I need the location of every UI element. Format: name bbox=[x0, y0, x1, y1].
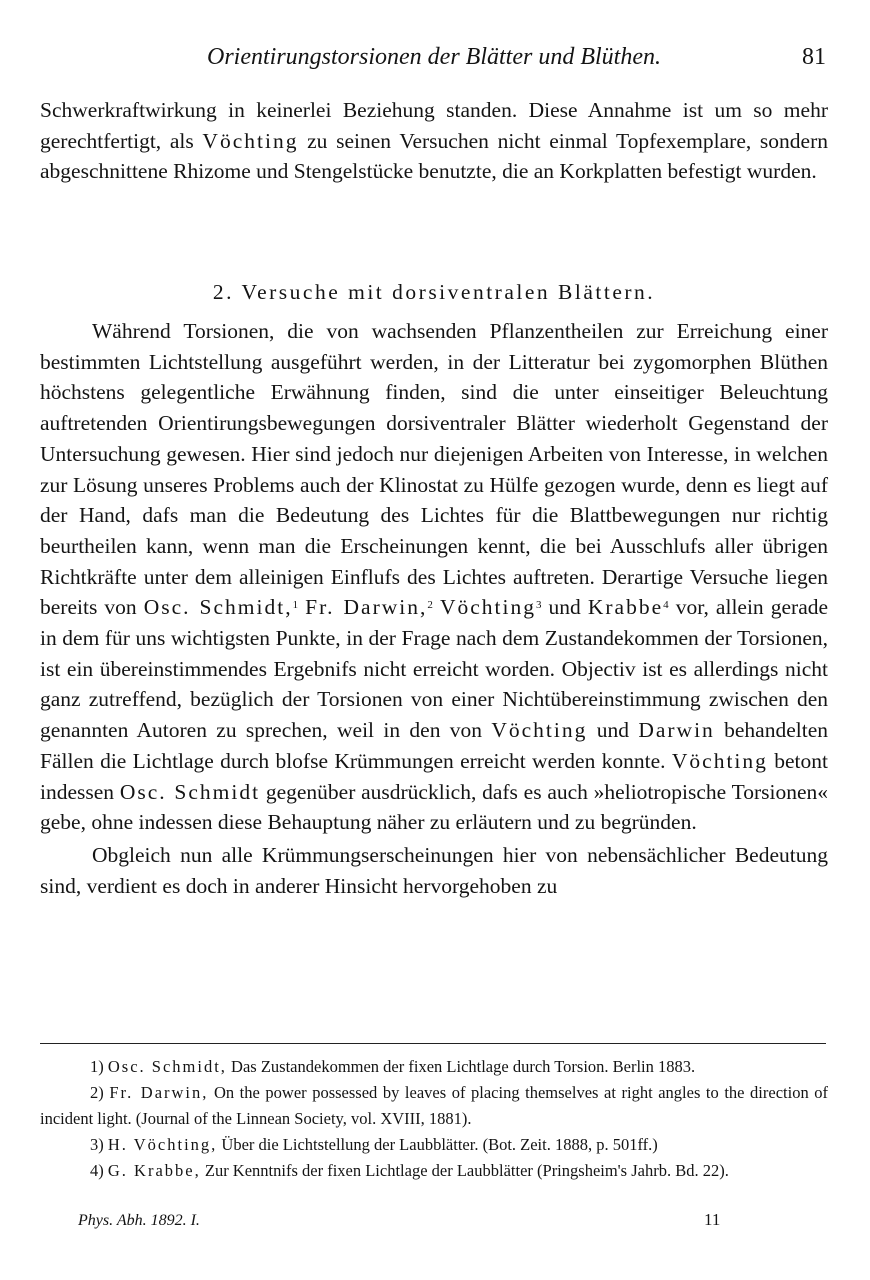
footnote-text: On the power possessed by leaves of placing themselves at right angles to the direction of incident light. (Journal of the Linnean Society, vol. XVIII, 1881). bbox=[40, 1083, 828, 1128]
paragraph-continuation bbox=[40, 95, 828, 187]
page-number: 81 bbox=[802, 44, 826, 70]
author-name: Osc. Schmidt, bbox=[143, 595, 293, 620]
text-run bbox=[433, 595, 440, 619]
text-run: und bbox=[587, 718, 639, 743]
text-run: und bbox=[541, 595, 588, 620]
text-run: Während Torsionen, die von wachsenden Pflanzentheilen zur Erreichung einer bestimmten Lichtstellung ausgeführt werden, in der Litteratur bei zygomorphen Blüthen höchstens gelegentliche Erwähnung finden, sind die unter einseitiger Beleuchtung auftretenden Orientirungsbewegungen dorsiventraler Blätter wiederholt Gegenstand der Untersuchung gewesen. Hier sind jedoch nur diejenigen Arbeiten von Interesse, in welchen zur Lösung unseres Problems auch der Klinostat zu Hülfe gezogen wurde, denn es liegt auf der Hand, dafs man die Bedeutung des Lichtes für die Blattbewegungen nur richtig beurtheilen kann, wenn man die Erscheinungen kennt, die bei Ausschlufs aller übrigen Richtkräfte unter dem alleinigen Einflufs des Lichtes auftreten. Derartige Versuche liegen bereits von bbox=[40, 319, 828, 620]
text-run: vor, allein gerade in dem für uns wichtigsten Punkte, in der Frage nach dem Zustandekommen der Torsionen, ist ein übereinstimmendes Ergebnifs nicht erreicht worden. Objectiv ist es allerdings nicht ganz zutreffend, bezüglich der Torsionen von einer Nichtübereinstimmung zwischen den genannten Autoren zu sprechen, weil in den von bbox=[40, 595, 829, 743]
section-heading: 2. Versuche mit dorsiventralen Blättern. bbox=[212, 280, 656, 304]
footnote-mark: 4) bbox=[90, 1161, 104, 1180]
author-name: Vöchting bbox=[671, 748, 768, 773]
footnote bbox=[40, 1054, 828, 1080]
footnote-text: Zur Kenntnifs der fixen Lichtlage der Laubblätter (Pringsheim's Jahrb. Bd. 22). bbox=[200, 1161, 729, 1180]
footnote-mark: 3) bbox=[90, 1135, 104, 1154]
footnote bbox=[40, 1158, 828, 1184]
footnote-author: H. Vöchting, bbox=[107, 1135, 218, 1154]
footnote-ref[interactable]: 3 bbox=[535, 599, 542, 612]
author-name: Vöchting bbox=[202, 128, 299, 153]
body-text bbox=[40, 95, 828, 187]
author-name: Vöchting bbox=[491, 718, 588, 743]
author-name: Osc. Schmidt bbox=[119, 779, 261, 804]
footnote bbox=[40, 1132, 828, 1158]
footnote-author: G. Krabbe, bbox=[107, 1161, 201, 1180]
footnote-rule bbox=[40, 1043, 826, 1044]
footnote-text: Das Zustandekommen der fixen Lichtlage durch Torsion. Berlin 1883. bbox=[226, 1057, 696, 1076]
footnote-text: Über die Lichtstellung der Laubblätter. (Bot. Zeit. 1888, p. 501ff.) bbox=[217, 1135, 658, 1154]
text-run: Schwerkraftwirkung in keinerlei Beziehung standen. Diese Annahme ist um so mehr gerechtfertigt, als bbox=[40, 98, 828, 153]
footnotes bbox=[40, 1054, 828, 1184]
footnote-ref[interactable]: 2 bbox=[427, 599, 433, 612]
footer-publication: Phys. Abh. 1892. I. bbox=[78, 1212, 200, 1229]
paragraph: Obgleich nun alle Krümmungserscheinungen hier von nebensächlicher Bedeutung sind, verdient es doch in anderer Hinsicht hervorgehoben zu bbox=[40, 842, 828, 898]
author-name: Krabbe bbox=[587, 595, 664, 620]
text-run: betont indessen bbox=[40, 748, 828, 804]
footnote-mark: 2) bbox=[90, 1083, 104, 1102]
text-run: zu seinen Versuchen nicht einmal Topfexemplare, sondern abgeschnittene Rhizome und Stengelstücke benutzte, die an Korkplatten befestigt wurden. bbox=[40, 128, 828, 184]
footnote bbox=[40, 1080, 828, 1132]
footnote-mark: 1) bbox=[90, 1057, 104, 1076]
footer-signature: 11 bbox=[704, 1210, 721, 1229]
footnote-author: Osc. Schmidt, bbox=[107, 1057, 227, 1076]
author-name: Vöchting bbox=[439, 595, 536, 620]
text-run: behandelten Fällen die Lichtlage durch blofse Krümmungen erreicht werden konnte. bbox=[40, 718, 828, 773]
footnote-ref[interactable]: 1 bbox=[292, 599, 299, 612]
text-run: gegenüber ausdrücklich, dafs es auch »heliotropische Torsionen« gebe, ohne indessen diese Behauptung näher zu erläutern und zu begründen. bbox=[40, 779, 829, 835]
author-name: Fr. Darwin, bbox=[305, 595, 428, 620]
footnote-author: Fr. Darwin, bbox=[109, 1083, 209, 1102]
author-name: Darwin bbox=[638, 718, 715, 743]
page-header bbox=[40, 44, 828, 76]
body-text-section-2 bbox=[40, 316, 828, 901]
running-title: Orientirungstorsionen der Blätter und Blüthen. bbox=[207, 44, 661, 70]
footnote-ref[interactable]: 4 bbox=[663, 599, 669, 612]
paragraph bbox=[40, 316, 828, 838]
